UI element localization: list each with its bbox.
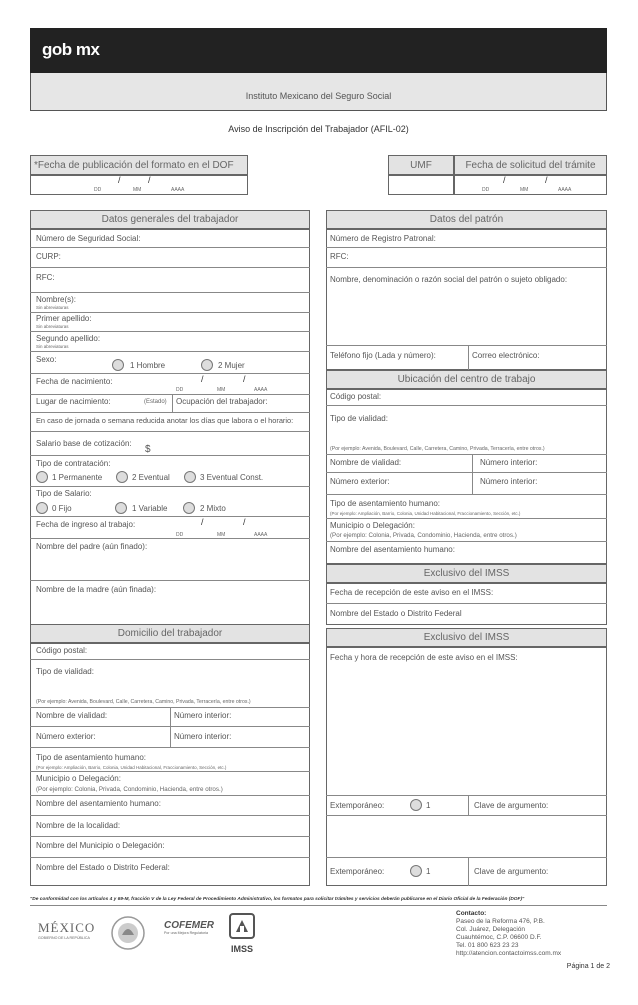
mixed-label: 2 Mixto [200, 504, 226, 513]
mm-label: MM [520, 187, 529, 193]
extemp-radio[interactable] [410, 799, 422, 811]
no-abbrev-note: Sin abreviaturas [36, 324, 69, 329]
mm-label: MM [217, 387, 226, 393]
mun-name-label: Nombre del Municipio o Delegación: [36, 841, 165, 850]
contact-line: Cuauhtémoc, C.P. 06600 D.F. [456, 934, 542, 941]
currency-symbol: $ [145, 444, 151, 455]
date-slash: / [243, 374, 246, 384]
contact-title: Contacto: [456, 910, 487, 917]
municipality-example: (Por ejemplo: Colonia, Privada, Condominio, Hacienda, entre otros.) [36, 786, 223, 793]
mm-label: MM [217, 532, 226, 538]
mother-label: Nombre de la madre (aún finada): [36, 585, 157, 594]
ext-number-label: Número exterior: [36, 732, 96, 741]
email-label: Correo electrónico: [472, 351, 540, 360]
salary-label: Salario base de cotización: [36, 439, 132, 448]
clave-label-2: Clave de argumento: [474, 867, 549, 876]
sex-female-radio[interactable] [201, 359, 213, 371]
request-date-header: Fecha de solicitud del trámite [454, 155, 607, 175]
page-number: Página 1 de 2 [566, 963, 610, 970]
aaaa-label: AAAA [558, 187, 572, 193]
mexico-logo [38, 920, 108, 940]
road-name-label: Nombre de vialidad: [36, 711, 108, 720]
wp-municipality-label: Municipio o Delegación: [330, 521, 415, 530]
fixed-radio[interactable] [36, 502, 48, 514]
imss-eagle-icon [228, 912, 256, 942]
eventual-radio[interactable] [116, 471, 128, 483]
imss-logo [228, 912, 256, 954]
aaaa-label: AAAA [254, 532, 268, 538]
female-label: 2 Mujer [218, 361, 245, 370]
wp-postal-label: Código postal: [330, 392, 382, 401]
nss-label: Número de Seguridad Social: [36, 234, 141, 243]
worker-section-header: Datos generales del trabajador [30, 210, 310, 229]
municipality-label: Municipio o Delegación: [36, 774, 121, 783]
mexico-logo-sub: GOBIERNO DE LA REPÚBLICA [38, 936, 90, 940]
cofemer-logo [164, 920, 214, 935]
names-label: Nombre(s): [36, 295, 77, 304]
contact-line: Col. Juárez, Delegación [456, 926, 526, 933]
request-date-field[interactable] [454, 175, 607, 195]
extemp-one-2: 1 [426, 867, 431, 876]
no-abbrev-note: Sin abreviaturas [36, 305, 69, 310]
date-slash: / [545, 175, 548, 185]
variable-radio[interactable] [115, 502, 127, 514]
dd-label: DD [94, 187, 102, 193]
wp-settlement-example: (Por ejemplo: Ampliación, Barrio, Colonia, Unidad Habitacional, Fraccionamiento, Sección, etc.) [330, 511, 521, 516]
contact-link[interactable]: http://atencion.contactoimss.com.mx [456, 950, 562, 957]
settlement-example: (Por ejemplo: Ampliación, Barrio, Colonia, Unidad Habitacional, Fraccionamiento, Sección, etc.) [36, 765, 227, 770]
eventual-const-radio[interactable] [184, 471, 196, 483]
birth-place-label: Lugar de nacimiento: [36, 397, 111, 406]
male-label: 1 Hombre [130, 361, 166, 370]
permanent-label: 1 Permanente [52, 473, 103, 482]
legal-footnote: "De conformidad con los artículos 4 y 69-M, fracción V de la Ley Federal de Procedimiento Administrativo, los formatos para solicitar trámites y servicios deberán publicarse en el Diario Oficial de la Federación (DOF)" [30, 897, 525, 902]
curp-label: CURP: [36, 252, 61, 261]
contact-line: Paseo de la Reforma 476, P.B. [456, 918, 545, 925]
settlement-name-label: Nombre del asentamiento humano: [36, 799, 161, 808]
cofemer-text: COFEMER [164, 920, 214, 931]
date-slash: / [118, 175, 121, 185]
hire-date-label: Fecha de ingreso al trabajo: [36, 520, 136, 529]
imss-receipt-label: Fecha de recepción de este aviso en el IMSS: [330, 588, 494, 597]
dd-label: DD [482, 187, 490, 193]
locality-label: Nombre de la localidad: [36, 821, 121, 830]
employer-reg-label: Número de Registro Patronal: [330, 234, 436, 243]
date-slash: / [243, 517, 246, 527]
umf-header: UMF [388, 155, 454, 175]
mexico-logo-text: MÉXICO [38, 920, 96, 935]
road-example: (Por ejemplo: Avenida, Boulevard, Calle, Carretera, Camino, Privada, Terracería, entre otros.) [36, 699, 251, 705]
wp-settlement-type-label: Tipo de asentamiento humano: [330, 499, 440, 508]
cofemer-sub: Por una Mejora Regulatoria [164, 931, 208, 935]
occupation-label: Ocupación del trabajador: [176, 397, 268, 406]
mm-label: MM [133, 187, 142, 193]
imss-section-header-2: Exclusivo del IMSS [326, 628, 607, 647]
worker-section [30, 229, 310, 629]
extemp-radio-2[interactable] [410, 865, 422, 877]
date-slash: / [148, 175, 151, 185]
fixed-label: 0 Fijo [52, 504, 72, 513]
no-abbrev-note: Sin abreviaturas [36, 344, 69, 349]
int-number-label: Número interior: [174, 732, 232, 741]
salary-type-label: Tipo de Salario: [36, 489, 92, 498]
pub-date-header: *Fecha de publicación del formato en el DOF [30, 155, 248, 175]
postal-label: Código postal: [36, 646, 88, 655]
wp-ext-number-label: Número exterior: [330, 477, 390, 486]
wp-road-type-label: Tipo de vialidad: [330, 414, 388, 423]
date-slash: / [503, 175, 506, 185]
coat-of-arms-icon [110, 915, 146, 951]
contact-line: Tel. 01 800 623 23 23 [456, 942, 519, 949]
eventual-const-label: 3 Eventual Const. [200, 473, 264, 482]
state-name-label: Nombre del Estado o Distrito Federal: [36, 863, 170, 872]
employer-section [326, 229, 607, 370]
father-label: Nombre del padre (aún finado): [36, 542, 148, 551]
phone-label: Teléfono fijo (Lada y número): [330, 351, 436, 360]
sex-male-radio[interactable] [112, 359, 124, 371]
employer-rfc-label: RFC: [330, 252, 349, 261]
imss-state-name-label: Nombre del Estado o Distrito Federal [330, 609, 462, 618]
wp-int-number-label: Número interior: [480, 477, 538, 486]
wp-int-number-label: Número interior: [480, 458, 538, 467]
birth-date-label: Fecha de nacimiento: [36, 377, 113, 386]
aaaa-label: AAAA [254, 387, 268, 393]
extemp-label: Extemporáneo: [330, 801, 385, 810]
gobmx-logo: gob mx [30, 28, 607, 73]
umf-field[interactable] [388, 175, 454, 195]
wp-road-name-label: Nombre de vialidad: [330, 458, 402, 467]
eventual-label: 2 Eventual [132, 473, 170, 482]
clave-label: Clave de argumento: [474, 801, 549, 810]
aaaa-label: AAAA [171, 187, 185, 193]
settlement-type-label: Tipo de asentamiento humano: [36, 753, 146, 762]
dd-label: DD [176, 532, 184, 538]
date-slash: / [201, 374, 204, 384]
dd-label: DD [176, 387, 184, 393]
first-surname-label: Primer apellido: [36, 314, 92, 323]
wp-road-example: (Por ejemplo: Avenida, Boulevard, Calle, Carretera, Camino, Privada, Terracería, entre otros.) [330, 446, 545, 452]
road-type-label: Tipo de vialidad: [36, 667, 94, 676]
date-slash: / [201, 517, 204, 527]
contact-block [456, 910, 606, 958]
reduced-week-label: En caso de jornada o semana reducida anotar los días que labora o el horario: [36, 416, 294, 425]
imss-section-2 [326, 647, 607, 886]
employer-section-header: Datos del patrón [326, 210, 607, 229]
workplace-section-header: Ubicación del centro de trabajo [326, 370, 607, 389]
extemp-label-2: Extemporáneo: [330, 867, 385, 876]
permanent-radio[interactable] [36, 471, 48, 483]
wp-settlement-name-label: Nombre del asentamiento humano: [330, 545, 455, 554]
institute-name: Instituto Mexicano del Seguro Social [245, 91, 392, 101]
imss-section-header: Exclusivo del IMSS [326, 564, 607, 583]
contract-type-label: Tipo de contratación: [36, 459, 111, 468]
employer-name-label: Nombre, denominación o razón social del patrón o sujeto obligado: [330, 275, 568, 284]
imss-datetime-label: Fecha y hora de recepción de este aviso en el IMSS: [330, 653, 518, 662]
state-note: (Estado) [144, 399, 167, 405]
imss-text: IMSS [230, 944, 253, 954]
form-title: Aviso de Inscripción del Trabajador (AFIL-02) [228, 124, 409, 134]
rfc-label: RFC: [36, 273, 55, 282]
extemp-one: 1 [426, 801, 431, 810]
variable-label: 1 Variable [132, 504, 168, 513]
wp-municipality-example: (Por ejemplo: Colonia, Privada, Condominio, Hacienda, entre otros.) [330, 532, 517, 539]
second-surname-label: Segundo apellido: [36, 334, 101, 343]
address-section-header: Domicilio del trabajador [30, 624, 310, 643]
sex-label: Sexo: [36, 355, 57, 364]
int-number-label: Número interior: [174, 711, 232, 720]
mixed-radio[interactable] [183, 502, 195, 514]
